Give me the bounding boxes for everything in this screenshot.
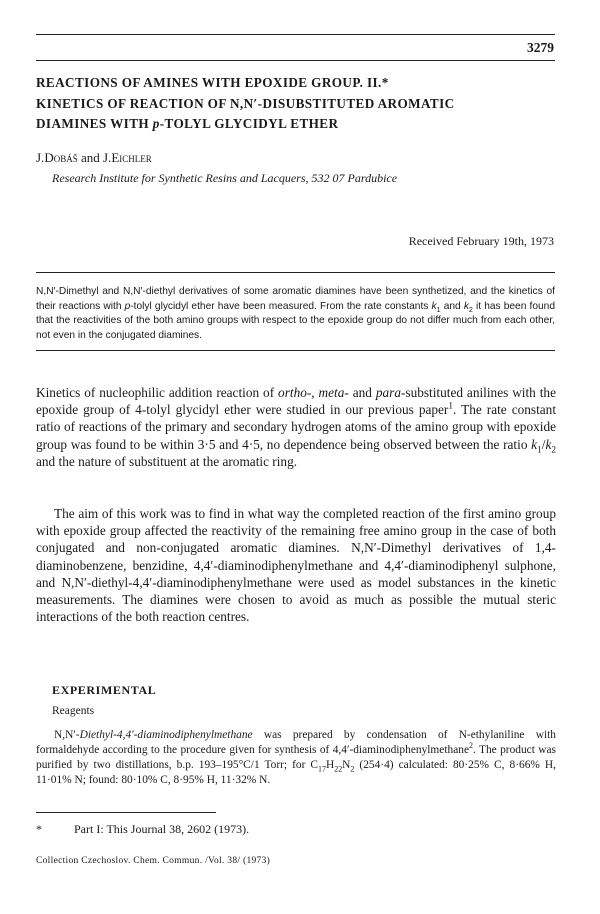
article-title-line-3: DIAMINES WITH p-TOLYL GLYCIDYL ETHER xyxy=(36,116,339,131)
introduction-paragraph-1: Kinetics of nucleophilic addition reaction of ortho-, meta- and para-substituted anilines with the epoxide group of 4-tolyl glycidyl ether were studied in our previous paper$^1$. The rate constant ratio of reactions of the primary and secondary hydrogen atoms of the amino group with epoxide group was found to be within 3·5 and 4·5, no dependence being observed between the ratio $k_1/k_2$ and the nature of substituent at the aromatic ring. xyxy=(36,385,557,469)
header-rule xyxy=(36,60,555,61)
introduction-paragraph-2: The aim of this work was to find in what way the completed reaction of the first amino group with epoxide group affected the reactivity of the remaining free amino group in the case of both conjugated and non-conjugated aromatic diamines. N,N′-Dimethyl derivatives of 1,4-diaminobenzene, benzidine, 4,4′-diaminodiphenylmethane and 4,4′-diaminodiphenyl sulphone, and N,N′-diethyl-4,4′-diaminodiphenylmethane were used as model substances in the kinetic measurements. The diamines were chosen to avoid as much as possible the mutual steric interactions of the both reaction centres. xyxy=(36,506,556,625)
journal-citation: Collection Czechoslov. Chem. Commun. /Vol. 38/ (1973) xyxy=(36,856,271,866)
top-rule xyxy=(36,34,555,35)
article-title-line-1: REACTIONS OF AMINES WITH EPOXIDE GROUP. II.* xyxy=(36,75,389,90)
abstract: N,N′-Dimethyl and N,N′-diethyl derivatives of some aromatic diamines have been synthetized, and the kinetics of their reactions with p-tolyl glycidyl ether have been measured. From the rate constants $k_1$ and $k_2$ it has been found that the reactivities of the both amino groups with respect to the epoxide group do not differ much from each other, not even in the conjugated diamines. xyxy=(36,286,555,341)
authors: J.Dobáš and J.Eichler xyxy=(36,150,152,165)
article-title-line-2: KINETICS OF REACTION OF N,N′-DISUBSTITUTED AROMATIC xyxy=(36,96,455,111)
abstract-top-rule xyxy=(36,272,555,273)
received-date: Received February 19th, 1973 xyxy=(408,234,554,248)
experimental-paragraph: N,N′-Diethyl-4,4′-diaminodiphenylmethane was prepared by condensation of N-ethylaniline with formaldehyde according to the procedure given for synthesis of 4,4′-diaminodiphenylmethane$^2$. The product was purified by two distillations, b.p. 193–195°C/1 Torr; for $C_{17}H_{22}N_2$ (254·4) calculated: 80·25% C, 8·66% H, 11·01% N; found: 80·10% C, 8·95% H, 11·32% N. xyxy=(36,729,556,786)
section-heading-experimental: EXPERIMENTAL xyxy=(52,683,157,697)
footnote-rule xyxy=(36,812,216,813)
footnote: * Part I: This Journal 38, 2602 (1973). xyxy=(36,822,250,836)
abstract-bottom-rule xyxy=(36,350,555,351)
subheading-reagents: Reagents xyxy=(52,705,95,717)
page-number: 3279 xyxy=(527,40,554,55)
affiliation: Research Institute for Synthetic Resins and Lacquers, 532 07 Pardubice xyxy=(52,171,398,185)
